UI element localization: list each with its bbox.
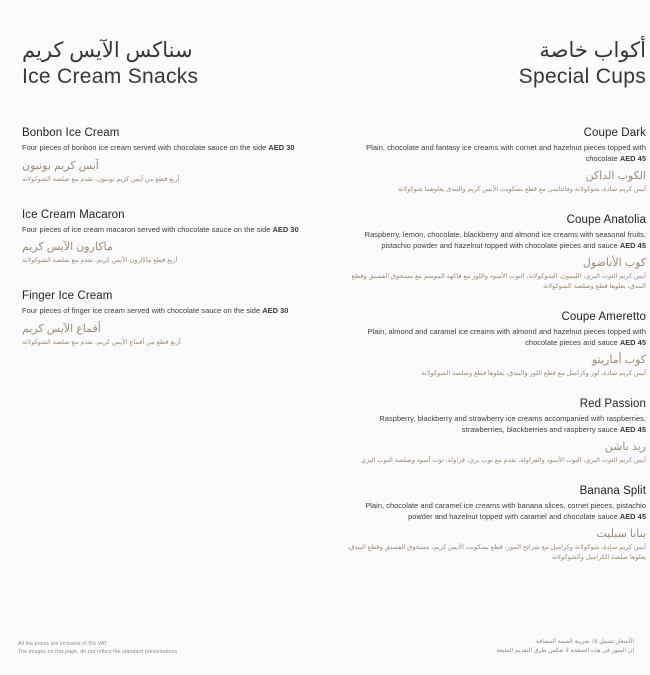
item-price: AED 30 <box>268 143 295 152</box>
item-description-arabic: آيس كريم سادة، لوز وكراميل مع قطع اللوز والبندق، يعلوها قطع وصلصة الشوكولاتة <box>421 370 646 377</box>
item-description <box>342 414 646 435</box>
menu-item-coupe-ameretto <box>342 310 646 379</box>
left-section-heading-english: Ice Cream Snacks <box>22 65 199 88</box>
item-description-text: Four pieces of bonbon ice cream served with chocolate sauce on the side <box>22 143 267 152</box>
item-price: AED 30 <box>272 224 299 234</box>
item-title-arabic: بنانا سبليت <box>596 528 646 540</box>
item-description <box>22 143 326 154</box>
item-price: AED 45 <box>619 240 646 250</box>
right-section-heading-arabic: أكواب خاصة <box>539 39 646 62</box>
item-description <box>342 327 646 348</box>
item-description-text: Four pieces of finger ice cream served with chocolate sauce on the side <box>22 306 261 315</box>
ice-cream-snacks-column <box>18 0 330 675</box>
menu-item-coupe-anatolia <box>342 213 646 292</box>
item-description-arabic: آيس كريم التوت البري، التوت الأسود والفراولة، تقدم مع توت بري، فراولة، توت أسود وصلصة التوت البري <box>360 457 646 464</box>
item-description-text: Raspberry, lemon, chocolate, blackberry and almond ice creams with seasonal fruits, pistachio powder and hazelnut topped with chocolate pieces and sauce <box>364 230 646 250</box>
item-title-arabic: ريد باشن <box>604 441 646 453</box>
footer-vat-notice-arabic: الأسعار تشمل ٥٪ ضريبة القيمة المضافة <box>535 639 634 645</box>
right-section-heading-english: Special Cups <box>518 65 646 88</box>
item-title: Red Passion <box>579 398 646 410</box>
item-description-text: Raspberry, blackberry and strawberry ice creams accompanied with raspberries, strawberries, blackberries and raspberry sauce <box>379 414 646 434</box>
item-description-arabic: أربع قطع من آيس كريم بونبون، تقدم مع صلصة الشوكولاتة <box>22 175 180 183</box>
item-description <box>342 501 646 522</box>
item-description <box>342 230 646 251</box>
item-title-arabic: كوب أماريتو <box>591 354 646 366</box>
menu-item-banana-split <box>342 484 646 563</box>
item-title-arabic: أقماع الآيس كريم <box>22 322 101 335</box>
item-price: AED 45 <box>619 424 646 434</box>
item-title-arabic: الكوب الداكن <box>585 170 646 182</box>
item-title: Finger Ice Cream <box>22 290 113 302</box>
item-title: Coupe Dark <box>583 127 646 139</box>
item-price: AED 45 <box>619 153 646 163</box>
menu-item-bonbon-ice-cream <box>22 126 326 185</box>
item-description <box>22 225 326 236</box>
item-description <box>22 306 326 317</box>
left-section-heading-arabic: سناكس الآيس كريم <box>22 39 193 62</box>
item-description-text: Plain, chocolate and caramel ice creams with banana slices, cornet pieces, pistachio powder and hazelnut topped with caramel and chocolate sauce <box>365 501 646 521</box>
item-title-arabic: كوب الأناضول <box>582 257 646 269</box>
right-items-list <box>342 126 646 581</box>
item-description-text: Four pieces of ice cream macaron served with chocolate sauce on the side <box>22 224 271 234</box>
item-title: Coupe Ameretto <box>561 311 646 323</box>
item-description-arabic: آيس كريم التوت البري، الليمون، الشوكولاتة، التوت الأسود واللوز مع فاكهة الموسم مع مسحوق الفستق وقطع البندق، يعلوها قطع وصلصة الشوكولاتة <box>351 273 646 290</box>
item-price: AED 45 <box>619 337 646 347</box>
item-description-arabic: آيس كريم سادة، شوكولاتة وكراميل مع شرائح الموز، قطع بسكويت الآيس كريم، مسحوق الفستق وقطع البندق، يعلوها صلصة الكراميل والشوكولاتة <box>347 544 646 561</box>
item-title: Bonbon Ice Cream <box>22 127 120 139</box>
footer-images-notice-english: The images on this page, do not reflect the standard presentations <box>18 649 178 655</box>
footer-english <box>18 640 177 656</box>
item-description-arabic: أربع قطع من أقماع الآيس كريم، تقدم مع صلصة الشوكولاتة <box>22 338 181 346</box>
menu-item-red-passion <box>342 397 646 466</box>
item-title-arabic: آيس كريم بونبون <box>22 159 99 172</box>
item-price: AED 30 <box>262 306 289 315</box>
item-description-arabic: أربع قطع ماكارون الآيس كريم، تقدم مع صلصة الشوكولاتة <box>22 257 178 264</box>
item-description-arabic: آيس كريم سادة، شوكولاتة وفانتاسي مع قطع بسكويت الآيس كريم والبندق يعلوهما شوكولاتة <box>397 186 646 193</box>
item-description-text: Plain, chocolate and fantasy ice creams with cornet and hazelnut pieces topped with chocolate <box>366 143 646 163</box>
footer-vat-notice-english: All the prices are inclusive of 5% VAT <box>18 641 108 647</box>
item-title: Coupe Anatolia <box>566 214 646 226</box>
special-cups-column <box>338 0 650 675</box>
item-title: Banana Split <box>579 485 646 497</box>
menu-item-ice-cream-macaron <box>22 208 326 267</box>
right-section-heading <box>519 38 646 90</box>
footer-images-notice-arabic: إن الصور في هذه الصفحة لا تعكس طرق التقديم المتبعة <box>496 648 634 654</box>
menu-item-coupe-dark <box>342 126 646 195</box>
menu-item-finger-ice-cream <box>22 289 326 348</box>
footer-arabic <box>497 638 634 656</box>
left-items-list <box>22 126 326 371</box>
item-title: Ice Cream Macaron <box>22 208 125 221</box>
item-price: AED 45 <box>619 511 646 521</box>
item-title-arabic: ماكارون الآيس كريم <box>22 241 113 253</box>
left-section-heading <box>22 38 198 90</box>
item-description <box>342 143 646 164</box>
item-description-text: Plain, almond and caramel ice creams with almond and hazelnut pieces topped with chocolate pieces and sauce <box>367 327 646 347</box>
